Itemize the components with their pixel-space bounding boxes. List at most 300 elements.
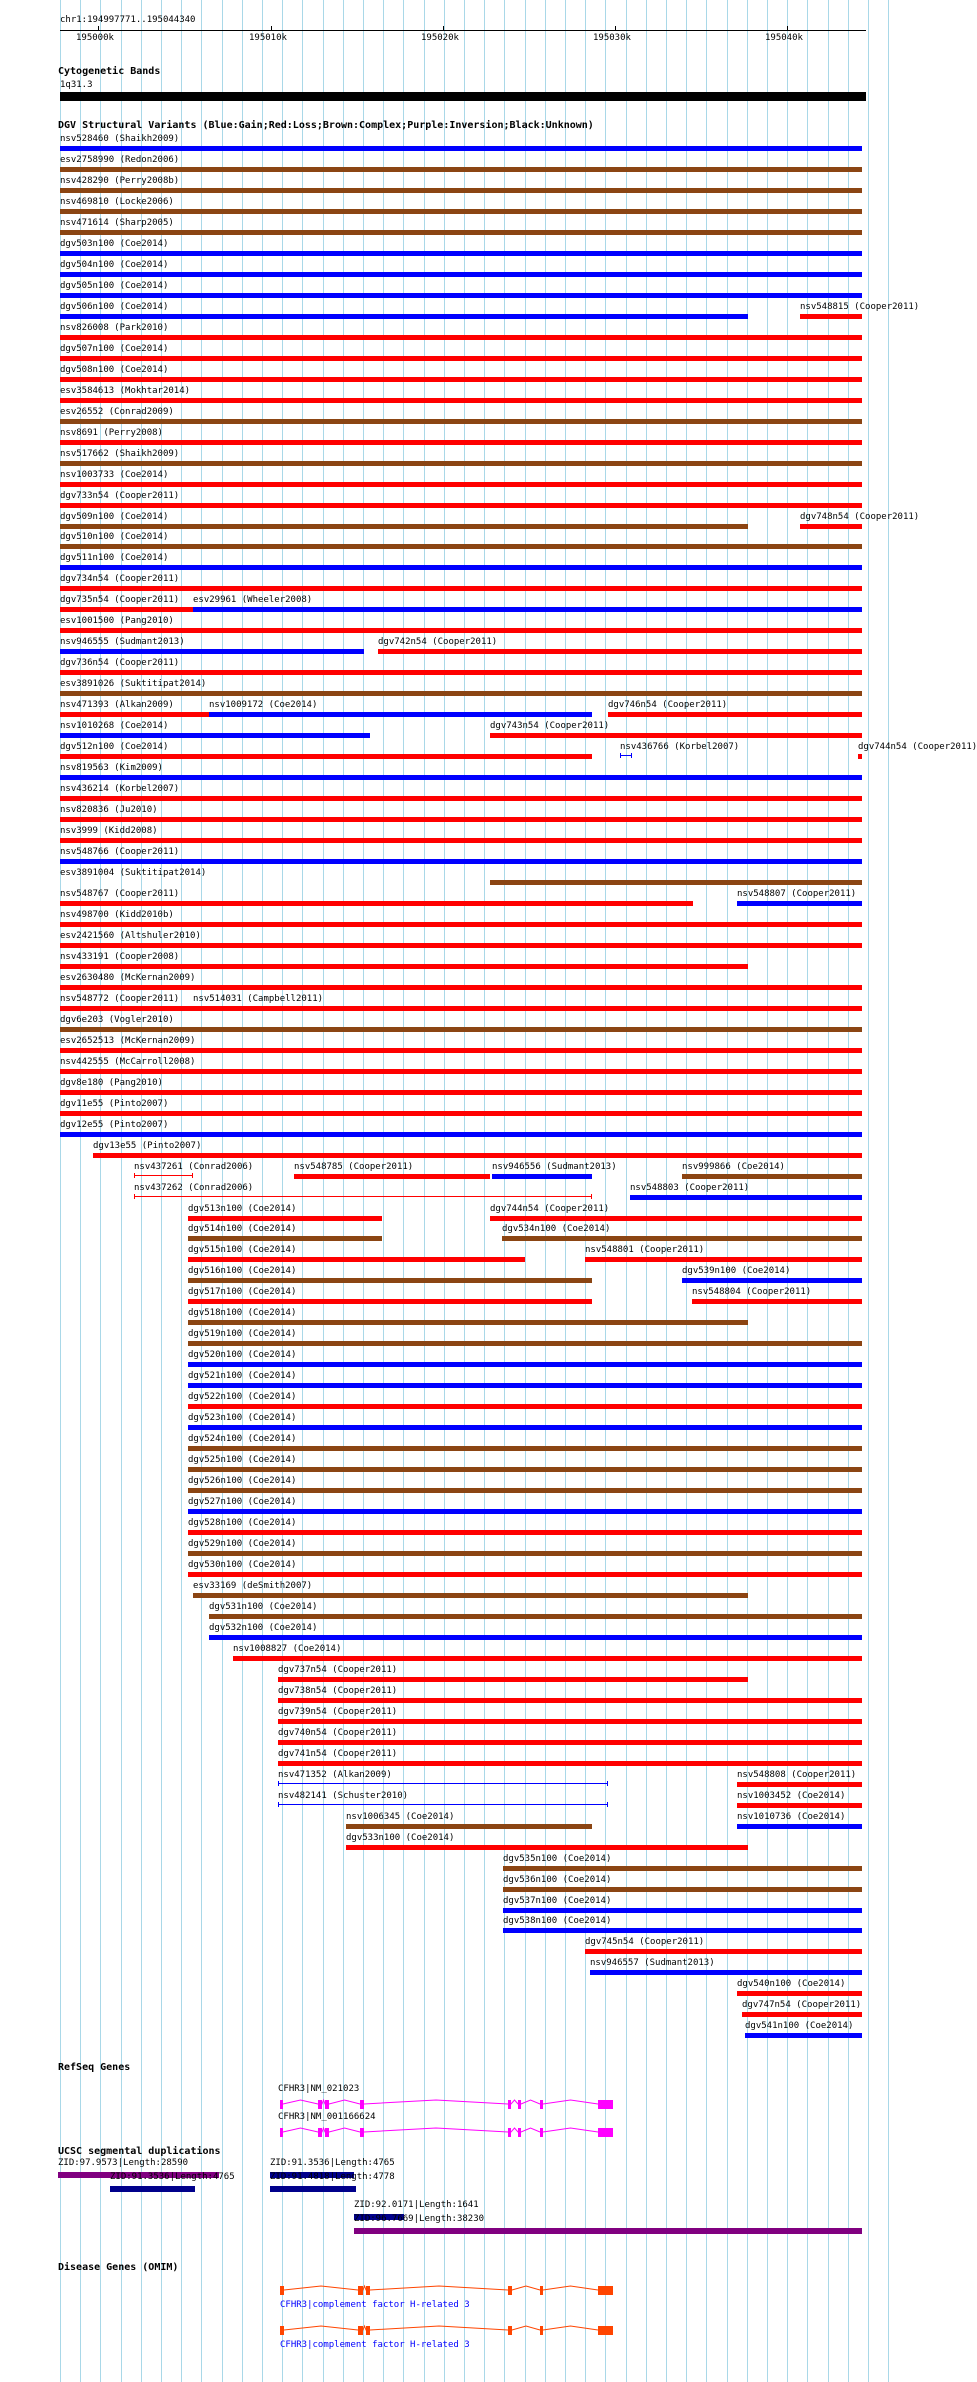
variant-label[interactable]: dgv536n100 (Coe2014) [503,1874,612,1885]
variant-bar[interactable] [134,1175,193,1176]
variant-label[interactable]: nsv548807 (Cooper2011) [737,888,857,899]
variant-label[interactable]: esv1001500 (Pang2010) [60,616,174,627]
variant-label[interactable]: nsv1006345 (Coe2014) [346,1811,455,1822]
variant-bar[interactable] [60,796,862,801]
variant-label[interactable]: dgv8e180 (Pang2010) [60,1077,163,1088]
variant-bar[interactable] [800,524,862,529]
variant-label[interactable]: nsv548801 (Cooper2011) [585,1245,705,1256]
variant-label[interactable]: dgv514n100 (Coe2014) [188,1224,297,1235]
variant-label[interactable]: dgv737n54 (Cooper2011) [278,1664,398,1675]
variant-label[interactable]: dgv503n100 (Coe2014) [60,238,169,249]
variant-label[interactable]: nsv826008 (Park2010) [60,322,169,333]
variant-bar[interactable] [60,167,862,172]
variant-bar-start [278,1781,279,1786]
variant-label[interactable]: nsv999866 (Coe2014) [682,1161,785,1172]
variant-bar[interactable] [60,649,364,654]
variant-bar[interactable] [490,880,862,885]
variant-label[interactable]: nsv437261 (Conrad2006) [134,1161,254,1172]
variant-bar[interactable] [188,1362,862,1367]
variant-label[interactable]: nsv433191 (Cooper2008) [60,951,180,962]
variant-label[interactable]: nsv436766 (Korbel2007) [620,742,740,753]
variant-bar[interactable] [60,1069,862,1074]
variant-label[interactable]: dgv510n100 (Coe2014) [60,532,169,543]
variant-bar[interactable] [800,314,862,319]
variant-label[interactable]: dgv740n54 (Cooper2011) [278,1727,398,1738]
variant-label[interactable]: esv2630480 (McKernan2009) [60,972,196,983]
variant-label[interactable]: nsv514031 (Campbell2011) [193,993,324,1004]
refseq-gene-exon[interactable] [598,2128,613,2137]
variant-label[interactable]: nsv1003733 (Coe2014) [60,469,169,480]
variant-label[interactable]: dgv531n100 (Coe2014) [209,1601,318,1612]
variant-bar[interactable] [188,1467,862,1472]
refseq-gene-exon[interactable] [598,2100,613,2109]
variant-bar[interactable] [278,1783,608,1784]
variant-bar[interactable] [737,901,862,906]
segdup-bar[interactable] [110,2186,195,2192]
segdup-bar[interactable] [270,2186,356,2192]
variant-label[interactable]: dgv739n54 (Cooper2011) [278,1706,398,1717]
variant-bar[interactable] [93,1153,862,1158]
variant-label[interactable]: nsv946557 (Sudmant2013) [590,1958,715,1969]
variant-bar[interactable] [60,293,862,298]
variant-label[interactable]: dgv535n100 (Coe2014) [503,1853,612,1864]
variant-bar[interactable] [278,1677,748,1682]
variant-label[interactable]: dgv519n100 (Coe2014) [188,1329,297,1340]
variant-bar[interactable] [60,356,862,361]
variant-bar[interactable] [134,1196,592,1197]
variant-bar[interactable] [585,1257,862,1262]
omim-gene-exon[interactable] [280,2286,284,2295]
variant-label[interactable]: dgv748n54 (Cooper2011) [800,511,920,522]
refseq-gene-exon[interactable] [325,2100,329,2109]
variant-bar[interactable] [503,1887,862,1892]
variant-bar[interactable] [60,419,862,424]
variant-label[interactable]: nsv528460 (Shaikh2009) [60,134,180,144]
omim-gene-exon[interactable] [366,2286,370,2295]
variant-bar[interactable] [503,1866,862,1871]
variant-bar[interactable] [233,1656,862,1661]
variant-label[interactable]: dgv527n100 (Coe2014) [188,1497,297,1507]
variant-label[interactable]: dgv741n54 (Cooper2011) [278,1748,398,1759]
variant-label[interactable]: dgv513n100 (Coe2014) [188,1203,297,1214]
variant-label[interactable]: nsv1003452 (Coe2014) [737,1790,846,1801]
variant-bar[interactable] [209,712,592,717]
variant-label[interactable]: nsv471614 (Sharp2005) [60,217,174,228]
ruler-tick-label: 195020k [421,33,459,43]
variant-bar[interactable] [60,607,193,612]
variant-label[interactable]: dgv526n100 (Coe2014) [188,1476,297,1487]
variant-bar[interactable] [745,2033,862,2038]
segdup-bar[interactable] [354,2228,862,2234]
variant-label[interactable]: esv3891004 (Suktitipat2014) [60,867,207,878]
ruler-tick-label: 195030k [593,33,631,43]
gene-label[interactable]: CFHR3|NM_001166624 [278,2112,376,2122]
refseq-gene-exon[interactable] [360,2100,364,2109]
variant-label[interactable]: dgv523n100 (Coe2014) [188,1413,297,1424]
variant-bar[interactable] [60,985,862,990]
ruler-tick [615,26,616,31]
omim-gene-intron-line [280,2324,613,2336]
variant-bar[interactable] [585,1949,862,1954]
refseq-gene-exon[interactable] [508,2100,511,2109]
grid-line [868,0,869,2382]
variant-bar[interactable] [188,1509,862,1514]
variant-label[interactable]: nsv946555 (Sudmant2013) [60,637,185,648]
cytoband-label: 1q31.3 [60,80,93,90]
dgv-track-title[interactable]: DGV Structural Variants (Blue:Gain;Red:Loss;Brown:Complex;Purple:Inversion;Black:Unknown) [58,120,594,131]
variant-label[interactable]: dgv537n100 (Coe2014) [503,1895,612,1906]
variant-bar[interactable] [60,922,862,927]
refseq-gene-intron-line [280,2126,613,2138]
variant-label[interactable]: dgv518n100 (Coe2014) [188,1308,297,1319]
variant-label[interactable]: dgv540n100 (Coe2014) [737,1979,846,1990]
variant-bar[interactable] [188,1488,862,1493]
variant-label[interactable]: dgv532n100 (Coe2014) [209,1622,318,1633]
segdup-label[interactable]: ZID:91.4818|Length:4778 [270,2172,395,2182]
variant-bar[interactable] [60,209,862,214]
variant-bar[interactable] [60,335,862,340]
variant-label[interactable]: dgv11e55 (Pinto2007) [60,1098,169,1109]
variant-bar[interactable] [209,1614,862,1619]
refseq-gene-intron-line [280,2098,613,2110]
refseq-gene-exon[interactable] [508,2128,511,2137]
variant-bar[interactable] [278,1761,862,1766]
variant-label[interactable]: esv2758990 (Redon2006) [60,155,180,165]
variant-bar[interactable] [278,1698,862,1703]
variant-bar[interactable] [188,1320,748,1325]
variant-label[interactable]: nsv437262 (Conrad2006) [134,1182,254,1193]
variant-bar[interactable] [608,712,862,717]
variant-bar[interactable] [737,1782,862,1787]
refseq-gene-exon[interactable] [280,2128,283,2137]
variant-bar[interactable] [60,1090,862,1095]
variant-bar[interactable] [60,775,862,780]
variant-label[interactable]: dgv515n100 (Coe2014) [188,1245,297,1256]
refseq-gene-exon[interactable] [325,2128,329,2137]
variant-label[interactable]: dgv528n100 (Coe2014) [188,1518,297,1528]
variant-label[interactable]: dgv524n100 (Coe2014) [188,1434,297,1445]
segdup-label[interactable]: ZID:96.7669|Length:38230 [354,2214,485,2224]
variant-bar[interactable] [60,461,862,466]
variant-label[interactable]: esv2652513 (McKernan2009) [60,1035,196,1046]
variant-label[interactable]: dgv13e55 (Pinto2007) [93,1140,202,1151]
variant-label[interactable]: nsv548804 (Cooper2011) [692,1287,812,1298]
variant-bar[interactable] [188,1425,862,1430]
refseq-gene-exon[interactable] [540,2128,543,2137]
variant-label[interactable]: dgv512n100 (Coe2014) [60,742,169,753]
variant-label[interactable]: nsv428290 (Perry2008b) [60,175,180,186]
variant-label[interactable]: dgv742n54 (Cooper2011) [378,637,498,648]
omim-gene-exon[interactable] [358,2286,363,2295]
variant-label[interactable]: nsv8691 (Perry2008) [60,427,163,438]
variant-label[interactable]: nsv1008827 (Coe2014) [233,1643,342,1654]
variant-bar[interactable] [346,1824,592,1829]
variant-label[interactable]: dgv745n54 (Cooper2011) [585,1937,705,1948]
variant-label[interactable]: dgv522n100 (Coe2014) [188,1392,297,1403]
segdup-label[interactable]: ZID:92.0171|Length:1641 [354,2200,479,2210]
variant-label[interactable]: nsv548803 (Cooper2011) [630,1182,750,1193]
variant-bar[interactable] [188,1299,592,1304]
variant-bar[interactable] [193,1006,862,1011]
variant-bar[interactable] [490,1216,862,1221]
variant-bar[interactable] [60,586,862,591]
refseq-gene-exon[interactable] [518,2128,521,2137]
omim-gene-exon[interactable] [366,2326,370,2335]
variant-bar-end [631,753,632,758]
variant-label[interactable]: nsv471352 (Alkan2009) [278,1769,392,1780]
variant-bar[interactable] [60,377,862,382]
variant-bar[interactable] [60,859,862,864]
variant-bar[interactable] [737,1991,862,1996]
variant-bar[interactable] [294,1174,490,1179]
variant-label[interactable]: nsv946556 (Sudmant2013) [492,1161,617,1172]
variant-label[interactable]: esv3891026 (Suktitipat2014) [60,679,207,690]
variant-bar[interactable] [188,1216,382,1221]
variant-label[interactable]: dgv530n100 (Coe2014) [188,1560,297,1570]
variant-label[interactable]: nsv471393 (Alkan2009) [60,700,174,711]
variant-bar[interactable] [346,1845,748,1850]
variant-label[interactable]: nsv548766 (Cooper2011) [60,847,180,857]
variant-bar-start [134,1173,135,1178]
variant-bar[interactable] [188,1278,592,1283]
variant-bar[interactable] [188,1551,862,1556]
cytoband-track-title[interactable]: Cytogenetic Bands [58,66,161,77]
variant-label[interactable]: dgv747n54 (Cooper2011) [742,2000,862,2011]
variant-bar[interactable] [60,838,862,843]
variant-bar[interactable] [60,272,862,277]
variant-bar[interactable] [60,1027,862,1032]
variant-label[interactable]: dgv746n54 (Cooper2011) [608,700,728,711]
variant-label[interactable]: nsv548772 (Cooper2011) [60,993,180,1004]
variant-label[interactable]: nsv469810 (Locke2006) [60,196,174,207]
variant-bar[interactable] [60,691,862,696]
variant-bar[interactable] [60,1006,193,1011]
variant-label[interactable]: dgv506n100 (Coe2014) [60,301,169,312]
variant-label[interactable]: dgv6e203 (Vogler2010) [60,1014,174,1025]
variant-bar[interactable] [60,628,862,633]
variant-bar[interactable] [60,712,209,717]
variant-bar[interactable] [60,565,862,570]
variant-bar[interactable] [60,964,748,969]
variant-label[interactable]: dgv539n100 (Coe2014) [682,1266,791,1277]
ruler-tick [443,26,444,31]
omim-gene-exon[interactable] [598,2286,613,2295]
variant-bar[interactable] [60,1132,862,1137]
refseq-gene-exon[interactable] [518,2100,521,2109]
variant-label[interactable]: nsv442555 (McCarroll2008) [60,1056,196,1067]
variant-label[interactable]: dgv738n54 (Cooper2011) [278,1685,398,1696]
omim-gene-intron-line [280,2284,613,2296]
cytoband-bar[interactable] [60,92,866,101]
gene-label[interactable]: CFHR3|NM_021023 [278,2084,360,2094]
variant-bar[interactable] [737,1803,862,1808]
ruler-tick [98,26,99,31]
variant-bar[interactable] [503,1908,862,1913]
variant-label[interactable]: dgv12e55 (Pinto2007) [60,1119,169,1130]
segdup-track-title[interactable]: UCSC segmental duplications [58,2146,221,2157]
variant-bar[interactable] [60,503,862,508]
refseq-gene-exon[interactable] [360,2128,364,2137]
variant-bar[interactable] [188,1236,382,1241]
variant-bar[interactable] [490,733,862,738]
variant-bar[interactable] [60,544,862,549]
variant-label[interactable]: dgv744n54 (Cooper2011) [858,742,977,753]
variant-label[interactable]: dgv509n100 (Coe2014) [60,511,169,522]
variant-label[interactable]: dgv525n100 (Coe2014) [188,1455,297,1466]
variant-label[interactable]: nsv1009172 (Coe2014) [209,700,318,711]
variant-label[interactable]: dgv529n100 (Coe2014) [188,1539,297,1549]
variant-label[interactable]: dgv521n100 (Coe2014) [188,1371,297,1382]
variant-label[interactable]: dgv505n100 (Coe2014) [60,280,169,291]
variant-bar[interactable] [193,1593,748,1598]
variant-label[interactable]: nsv1010736 (Coe2014) [737,1811,846,1822]
variant-label[interactable]: nsv548785 (Cooper2011) [294,1161,414,1172]
variant-label[interactable]: dgv533n100 (Coe2014) [346,1832,455,1843]
variant-bar[interactable] [492,1174,592,1179]
variant-bar[interactable] [60,188,862,193]
variant-bar[interactable] [682,1174,862,1179]
variant-label[interactable]: dgv534n100 (Coe2014) [502,1224,611,1235]
variant-bar[interactable] [60,314,748,319]
variant-bar[interactable] [60,482,862,487]
variant-bar[interactable] [378,649,862,654]
segdup-label[interactable]: ZID:91.3536|Length:4765 [270,2158,395,2168]
segdup-label[interactable]: ZID:97.9573|Length:28590 [58,2158,189,2168]
variant-bar-start [620,753,621,758]
variant-bar[interactable] [60,943,862,948]
variant-bar[interactable] [278,1740,862,1745]
variant-bar[interactable] [278,1804,608,1805]
variant-label[interactable]: dgv517n100 (Coe2014) [188,1287,297,1298]
variant-label[interactable]: nsv548808 (Cooper2011) [737,1769,857,1780]
variant-bar[interactable] [503,1928,862,1933]
variant-bar[interactable] [188,1404,862,1409]
omim-gene-exon[interactable] [598,2326,613,2335]
variant-label[interactable]: nsv3999 (Kidd2008) [60,826,158,836]
region-label: chr1:194997771..195044340 [60,15,196,25]
variant-bar[interactable] [60,754,592,759]
variant-bar[interactable] [188,1257,525,1262]
variant-label[interactable]: esv26552 (Conrad2009) [60,406,174,417]
variant-label[interactable]: dgv516n100 (Coe2014) [188,1266,297,1277]
omim-gene-exon[interactable] [540,2326,543,2335]
variant-bar[interactable] [60,670,862,675]
refseq-gene-exon[interactable] [318,2128,322,2137]
variant-bar[interactable] [60,440,862,445]
variant-label[interactable]: esv3584613 (Mokhtar2014) [60,385,191,396]
omim-gene-exon[interactable] [540,2286,543,2295]
variant-bar[interactable] [188,1383,862,1388]
variant-bar[interactable] [737,1824,862,1829]
variant-bar[interactable] [188,1446,862,1451]
variant-label[interactable]: nsv548767 (Cooper2011) [60,888,180,899]
omim-label[interactable]: CFHR3|complement factor H-related 3 [280,2340,470,2350]
ruler-tick [271,26,272,31]
variant-label[interactable]: dgv511n100 (Coe2014) [60,553,169,564]
omim-gene-exon[interactable] [508,2326,512,2335]
variant-bar[interactable] [193,607,862,612]
variant-label[interactable]: dgv734n54 (Cooper2011) [60,574,180,585]
segdup-label[interactable]: ZID:91.3536|Length:4765 [110,2172,235,2182]
variant-bar-start [134,1194,135,1199]
refseq-gene-exon[interactable] [280,2100,283,2109]
variant-bar[interactable] [692,1299,862,1304]
variant-label[interactable]: esv33169 (deSmith2007) [193,1580,313,1591]
variant-label[interactable]: nsv517662 (Shaikh2009) [60,448,180,459]
variant-bar[interactable] [682,1278,862,1283]
variant-label[interactable]: esv29961 (Wheeler2008) [193,595,313,606]
variant-bar[interactable] [60,1048,862,1053]
variant-bar[interactable] [188,1530,862,1535]
variant-label[interactable]: dgv733n54 (Cooper2011) [60,490,180,501]
variant-label[interactable]: nsv548815 (Cooper2011) [800,301,920,312]
variant-label[interactable]: dgv735n54 (Cooper2011) [60,595,180,606]
variant-bar[interactable] [502,1236,862,1241]
variant-label[interactable]: dgv507n100 (Coe2014) [60,343,169,354]
variant-label[interactable]: esv2421560 (Altshuler2010) [60,930,201,941]
omim-track-title[interactable]: Disease Genes (OMIM) [58,2262,179,2273]
variant-bar[interactable] [858,754,862,759]
variant-bar-end [607,1781,608,1786]
refseq-gene-exon[interactable] [318,2100,322,2109]
variant-bar-start [278,1802,279,1807]
variant-bar[interactable] [60,230,862,235]
variant-bar[interactable] [60,398,862,403]
variant-bar[interactable] [188,1341,862,1346]
ruler-tick-label: 195000k [76,33,114,43]
variant-bar-end [607,1802,608,1807]
variant-label[interactable]: dgv504n100 (Coe2014) [60,259,169,270]
variant-bar[interactable] [60,146,862,151]
variant-bar[interactable] [278,1719,862,1724]
variant-bar[interactable] [60,817,862,822]
variant-label[interactable]: dgv541n100 (Coe2014) [745,2021,854,2032]
variant-bar[interactable] [630,1195,862,1200]
variant-bar[interactable] [590,1970,862,1975]
variant-label[interactable]: nsv820836 (Ju2010) [60,805,158,815]
variant-label[interactable]: nsv1010268 (Coe2014) [60,721,169,732]
omim-gene-exon[interactable] [508,2286,512,2295]
variant-bar[interactable] [60,524,748,529]
omim-gene-exon[interactable] [358,2326,363,2335]
ruler-axis [60,30,866,31]
variant-bar[interactable] [742,2012,862,2017]
variant-bar[interactable] [60,251,862,256]
variant-bar[interactable] [60,1111,862,1116]
variant-label[interactable]: dgv538n100 (Coe2014) [503,1916,612,1927]
ruler-tick [787,26,788,31]
variant-label[interactable]: dgv744n54 (Cooper2011) [490,1203,610,1214]
variant-bar[interactable] [60,733,370,738]
variant-label[interactable]: dgv520n100 (Coe2014) [188,1350,297,1361]
variant-bar-end [192,1173,193,1178]
variant-label[interactable]: dgv736n54 (Cooper2011) [60,658,180,669]
omim-label[interactable]: CFHR3|complement factor H-related 3 [280,2300,470,2310]
variant-label[interactable]: nsv498700 (Kidd2010b) [60,909,174,920]
ruler-tick-label: 195040k [765,33,803,43]
variant-bar[interactable] [60,901,693,906]
refseq-track-title[interactable]: RefSeq Genes [58,2062,131,2073]
variant-label[interactable]: dgv508n100 (Coe2014) [60,364,169,375]
refseq-gene-exon[interactable] [540,2100,543,2109]
variant-bar[interactable] [188,1572,862,1577]
variant-label[interactable]: nsv436214 (Korbel2007) [60,784,180,795]
variant-bar[interactable] [209,1635,862,1640]
omim-gene-exon[interactable] [280,2326,284,2335]
variant-label[interactable]: nsv482141 (Schuster2010) [278,1790,409,1801]
variant-label[interactable]: nsv819563 (Kim2009) [60,763,163,774]
variant-label[interactable]: dgv743n54 (Cooper2011) [490,721,610,732]
